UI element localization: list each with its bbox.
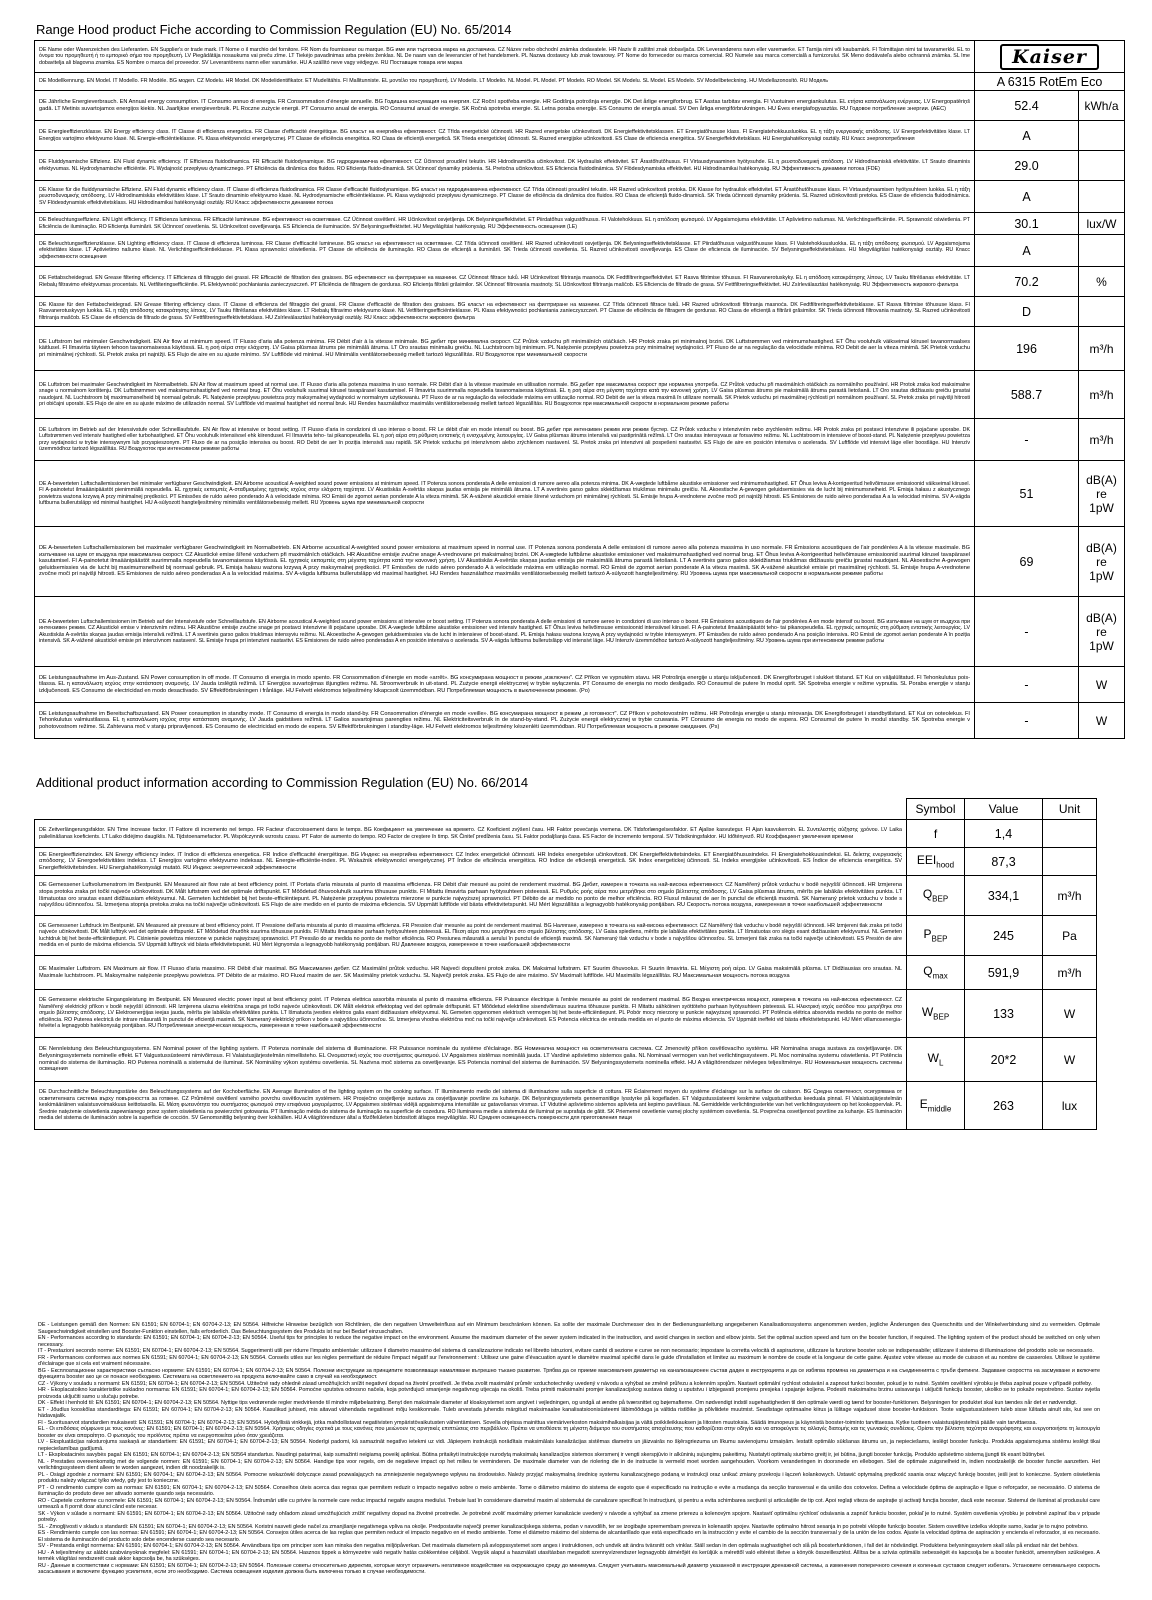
additional-row-symbol bbox=[907, 956, 965, 990]
fiche-row-description: DE Klasse für den Fettabscheidegrad. EN Grease filtering efficiency class. IT Classe di efficienza del filtraggio dei grassi. FR Classe d'efficacité de filtration des graisses. BG класът на ефективност на филтриране на мазнини. CZ Třída účinnosti filtrace tuků. HR Razred učinkovitosti filtriranja masnoća. DK Fedtfiltreringseffektivitetsklasse. ET Rasva filtrimise tõhususe klass. FI Rasvanerotuskyvyn luokka. EL η τάξη απόδοσης κατακράτησης λίπους. LV Tauku filtrēšanas efektivitātes klase. LT Riebalų filtravimo efektyvumo klasė. NL Vetfilteringsefficiëntieklasse. PL Klasa efektywności pochłaniania zanieczyszczeń. PT Classe de eficiência de filtragem de gorduras. RO Clasa de eficiență a filtrării grăsimilor. SK Trieda účinnosti filtrovania mastnoty. SL Razred učinkovitosti filtriranja maščob. ES Clase de eficiencia de filtrado de grasa. SV Fettfiltreringseffektivitetsklass. HU Zsírleválasztási hatékonysági osztály. RU Класс эффективности жирового фильтра bbox=[35, 297, 975, 327]
footnote-paragraph: BG - Експлоатационни характеристики съгласно нормите: EN 61591; EN 60704-1; EN 60704-2-13; EN 50564. Полезни инструкции за принципите позволяващи намаляване вътрешно тъкано развитие. Трябва да се приеме максималния диаметър на канализационен състав даден в инструкцията и да се избягва промяна на диаметъра и на съединенията с тръби фитинги. Задаване скоростта на засмукване и включете функцията booster ако це се понасе необходимо. Системата на осветлението на продукта включвайте само в случай на необходимост. bbox=[38, 1367, 1100, 1380]
additional-row-description: DE Gemessener Luftdruck im Bestpunkt. EN Measured air pressure at best efficiency point. IT Pressione dell'aria misurata al punto di massima efficienza. FR Pression d'air mesurée au point de rendement maximal. BG Налягане, измерено в точката на най-висока ефективност. CZ Naměřený tlak vzduchu v bodě nejvyšší účinnosti. HR Izmjereni tlak zraka pri točki najveće učinkovitosti. DK Målt lufttryk ved det optimale driftspunkt. ET Mõõdetud õhurõhk suurima tõhususe punktis. FI Mitattu ilmanpaine parhaan hyötysuhteen pisteessä. EL Πίεση αέρα που μετρήθηκε στο σημείο βέλτιστης απόδοσης. LV Gaisa spiediens, mērīts pie labākās efektivitātes punkta. LT Išmatuotas oro slėgis esant didžiausiam efektyvumui. NL Gemeten luchtdruk bij het beste-efficiëntiepunt. PL Ciśnienie powietrza mierzone w punkcie najwyższej sprawności. PT Pressão do ar medida no ponto de melhor eficiência. RO Presiunea măsurată a aerului în punctul de eficiență maximă. SK Nameraný tlak vzduchu v bode s najvyššou účinnosťou. SL Izmerjeni tlak zraka na točki največje učinkovitosti. ES Presión de aire medida en el punto de máxima eficiencia. SV Uppmätt lufttryck vid bästa effektivitetspunkt. HU Mért légnyomás a legnagyobb hatékonyság pontjában. RU Давление воздуха, измеренное в точке наибольшей эффективности bbox=[35, 916, 907, 956]
fiche-row-unit: m³/h bbox=[1079, 419, 1125, 461]
footnote-paragraph: CZ - Výkony v souladu s normami: EN 61591; EN 60704-1; EN 60704-2-13; EN 50564. Užitečné rady ohledně zásad umožňujících snížit negativní dopad na životní prostředí. Je třeba zvolit maximální průměr vzduchotechniky uvedený v návodu a vyhýbat se změně průřezu a kolenním spojům. Nastavit optimální rychlost odsávání a zapnout funkci booster, pokud je to nutné. Systém osvětlení výrobku je třeba zapínat pouze v případě potřeby. bbox=[38, 1380, 1093, 1387]
symbol-main: E bbox=[919, 1097, 928, 1112]
fiche-row-description: DE Luftstrom im Betrieb auf der Intensivstufe oder Schnelllaufstufe. EN Air flow at intensive or boost setting. IT Flusso d'aria in condizioni di uso intenso o boost. FR Le débit d'air en mode intensif ou boost. BG дебит при интензивен режим или режим бустер. CZ Průtok vzduchu v intenzivním nebo zrychleném režimu. HR Protok zraka pri postavci intenzivne ili pojačane uporabe. DK Luftstrømmen ved intensiv hastighed eller turbohastighed. ET Õhu vooluhulk intensiivsel ehk kiirendusel. FI Ilmavirta teho- tai pikanopeudella. EL η ροή αέρα στη ρύθμιση εντατικής ή ενισχυμένης λειτουργίας. LV Gaisa plūsmas ātrums intensīvā vai pastiprinātā režīmā. LT Oro srautas intensyvaus ar forsavimo režimu. NL Luchtstroom in intensieve of boost-stand. PL Natężenie przepływu powietrza przy wydajności w trybie intensywnym lub przyspieszonym. PT Fluxo de ar na posição intensiva ou boost. RO Debit de aer în poziția intensivă sau rapidă. SK Prietok vzduchu pri intenzívnom alebo zrýchlenom nastavení. SL Pretok zraka pri intenzivni ali pospešeni nastavitvi. ES Flujo de aire en posición intensiva o acelerada. SV Luftflöde vid intensivt läge eller boostläge. HU Intenzív üzemmódhoz tartozó légszállítás. RU Воздухоток при интенсивном режиме работы bbox=[35, 419, 975, 461]
additional-row-unit: Pa bbox=[1043, 916, 1097, 956]
footnote-paragraph: DE - Leistungen gemäß den Normen: EN 61591; EN 60704-1; EN 60704-2-13; EN 50564. Hilfreiche Hinweise bezüglich von Richtlinien, die den negativen Umwelteinfluss auf ein Minimum beschränken können. Es sollte der maximale Durchmesser des in der Bedienungsanleitung angegebenen Kanalisationssystems angenommen werden, jegliche Änderungen des Querschnitts und der Winkelverbindung sind zu vermeiden. Optimale Saugeschwindigkeit einstellen und Booster-Funktion einstellen, falls erforderlich. Das Beleuchtungssystem des Produkts ist nur bei Bedarf einzuschalten. bbox=[38, 1322, 1100, 1335]
fiche-row-description: DE A-bewerteten Luftschallemissionen im Betrieb auf der Intensivstufe oder Schnelllaufstufe. EN Airborne acoustical A-weighted sound power emissions at intensive or boost setting. IT Potenza sonora ponderata A delle emissioni di rumore aereo in condizioni di uso intenso o boost. FR Émissions acoustiques de l'air pondérées A en mode intensif ou boost. BG излъчване на шум от въздуха при интензивен режим. CZ Akustické emise v intenzivním režimu. HR Akustične emisije zvučne snage pri postavci intenzivne ili pojačane uporabe. DK A-vægtede luftbårne akustiske emissioner ved intensiv hastighed. ET Õhus leviva helivõimsuse emissioonid intensiivsel kiirusel. FI A-painotetut ilmaäänipäästöt teho- tai pikanopeudella. EL ηχητικές εκπομπές στη ρύθμιση εντατικής λειτουργίας. LV Akustiskās A-svērtās skaņas jaudas emisija intensīvā režīmā. LT A svertinės garso galios triukšmas intensyviu režimu. NL Akoestische A-gewogen geluidsemissies via de lucht in intensieve of boost-stand. PL Emisja hałasu ważona krzywą A przy wydajności w trybie intensywnym. PT Emissões de ruído aéreo ponderado A na posição intensiva. RO Emisii de zgomot aerian ponderate A în poziția intensivă. SK A-vážené akustické emisie pri intenzívnom nastavení. SL Emisije hrupa pri intenzivni nastavitvi. ES Emisiones de ruido aéreo ponderadas A en posición intensiva o acelerada. SV A-vägda luftburna bullerutsläpp vid intensivt läge. HU Intenzív üzemmódhoz tartozó A-súlyozott hangteljesítmény. RU Уровень шума при интенсивном режиме работы bbox=[35, 597, 975, 667]
fiche-row-value: 69 bbox=[975, 527, 1079, 597]
additional-row bbox=[35, 1038, 1097, 1082]
additional-row-unit: m³/h bbox=[1043, 876, 1097, 916]
footnote-paragraph: ES - Rendimiento cumple con las normas: EN 61591; EN 60704-1; EN 60704-2-13; EN 50564. Consejos útiles acerca de las reglas que permiten reducir el impacto negativo en el medio ambiente. Tome el diámetro máximo del sistema de alcantarillado que está especificado en la instrucción y evite el cambio de la sección transversal y de la unión de los codos. Ajuste la velocidad óptima de aspiración y encienda el reforzador, si es necesario. El sistema de iluminación del producto solo debe encenderse cuando sea necesario. bbox=[38, 1530, 1100, 1543]
fiche-row-description: DE Modellkennung. EN Model. IT Modello. FR Modèle. BG модел. CZ Modelu. HR Model. DK Modelidentifikator. ET Mudelitähis. FI Mallitunniste. EL μοντέλο του προμηθευτή. LV Modelis. LT Modelio. NL Model. PL Model. PT Modelo. RO Model. SK Modelu. SL Model. ES Modelo. SV Modellbeteckning. HU Modellazonosító. RU Модель bbox=[35, 73, 975, 91]
footnote-paragraph: HR - Ekoplacatoikno karakteristike sukladno normama: EN 61591; EN 60704-1; EN 60704-2-13; EN 50564. Pomoćne uputstva odnosno načela, koja potvrđujući smanjenje negativnog utjecaja na okoliš. Treba primiti maksimalni promjer kanalizacijskog sustava datog u uputstvu i izbjegavati promjenu presjeka i spajanje koljena. Podesiti maksimalnu brzinu usisavanja i uključiti funkciju booster, ukoliko se to pokaže nepotrebno. Sustav svjetla proizvoda uključiti samo u slučaju potrebe. bbox=[38, 1387, 1100, 1400]
value-header: Value bbox=[965, 799, 1043, 820]
fiche-row-value: - bbox=[975, 597, 1079, 667]
additional-row-value: 263 bbox=[965, 1082, 1043, 1130]
fiche-row-value: A bbox=[975, 181, 1079, 213]
fiche-row-value: - bbox=[975, 667, 1079, 703]
fiche-row-unit: m³/h bbox=[1079, 327, 1125, 371]
fiche-row-description: DE Fluiddynamische Effizienz. EN Fluid dynamic efficiency. IT Efficienza fluidodinamica. FR Efficacité fluidodynamique. BG гидродинамична ефективност. CZ Účinnost proudění tekutin. HR Hidrodinamička učinkovitost. DK Hydraulisk effektivitet. ET Ärastõhutõhusus. FI Virtausdynaaminen hyötysuhde. EL η ρευστοδυναμική απόδοση. LV Hidrodinamiskā efektivitāte. LT Srauto dinaminis efektyvumas. NL Hydrodynamische efficiëntie. PL Wydajność przepływu dynamicznego. PT Eficiência da dinâmica dos fluidos. RO Eficiența fluido-dinamică. SK Účinnosť dynamiky prúdenia. SL Pretočna učinkovitost. ES Eficiencia fluidodinámica. SV Flödesdynamiska effektivitet. HU Hidrodinamikai hatékonyság. RU Эффективность динамики потока (FDE) bbox=[35, 151, 975, 181]
fiche-row-value: D bbox=[975, 297, 1079, 327]
footnote-paragraph: SL - Zmogljivosti v skladu s standardi: EN 61591; EN 60704-1; EN 60704-2-13; EN 50564. Koristni nasveti glede načel za zmanjšanje negativnega vpliva na okolje. Predpostavite največji premer kanalizacijskega sistema, podan v navodilih, ter se izogibajte spremembam prereza in kolenastih spojev. Nastavite optimalno hitrost sesanja in po potrebi vklopite funkcijo booster. Sistem osvetlitve izdelka vklopite samo, kadar je to nujno potrebno. bbox=[38, 1523, 1089, 1530]
additional-row-value: 1,4 bbox=[965, 820, 1043, 848]
additional-row-symbol bbox=[907, 1038, 965, 1082]
fiche-row-unit: dB(A) re 1pW bbox=[1079, 597, 1125, 667]
fiche-row-value: A bbox=[975, 121, 1079, 151]
fiche-row bbox=[35, 41, 1125, 73]
footnote-paragraph: FR - Performances conformes aux normes EN 61591; EN 60704-1; EN 60704-2-13; EN 50564. Conseils utiles sur les règles permettant de réduire l'impact négatif sur l'environnement : Utilisez une gaine d'évacuation ayant le diamètre maximal spécifié dans le guide d'installation et limitez au maximum le nombre de coude et la longueur de cette gaine. Ajustez votre vitesse au mode de cuisson et au nombre de casseroles. Utilisez le système d'éclairage que si cela est vraiment nécessaire. bbox=[38, 1354, 1100, 1367]
symbol-subscript: L bbox=[938, 1058, 944, 1068]
fiche-row bbox=[35, 327, 1125, 371]
fiche-row bbox=[35, 267, 1125, 297]
additional-row-description: DE Energieeffizienzindex. EN Energy efficiency index. IT Indice di efficienza energetica. FR Indice d'efficacité énergétique. BG Индекс на енергийна ефективност. CZ Index energetické účinnosti. HR Indeks energetske učinkovitosti. DK Energieffektivitetsindeks. ET Energiatõhususindeks. FI Energiatehokkuusindeksi. EL δείκτης ενεργειακής απόδοσης. LV Energoefektivitātes indekss. LT Energijos vartojimo efektyvumo indeksas. NL Energie-efficiëntie-index. PL Wskaźnik efektywności energetycznej. PT Índice de eficiência energética. RO Indice de eficiență energetică. SK Index energetickej účinnosti. SL Indeks energijske učinkovitosti. ES Índice de eficiencia energética. SV Energieffektivitetsindex. HU Energiahatékonysági mutató. RU Индекс энергетической эффективности bbox=[35, 848, 907, 876]
fiche-row-value: 52.4 bbox=[975, 91, 1079, 121]
fiche-row-description: DE Name oder Warenzeichen des Lieferanten. EN Supplier's or trade mark. IT Nome o il marchio del fornitore. FR Nom du fournisseur ou marque. BG име или търговска марка на доставчика. CZ Název nebo obchodní známka dodavatele. HR Naziv ili zaštitni znak dobavljača. DK Leverandørens navn eller varemærke. ET Tarnija nimi või kaubamärk. FI Toimittajan nimi tai tavaramerkki. EL το όνομα του προμηθευτή ή το εμπορικό σήμα του προμηθευτή. LV Piegādātāja nosaukums vai preču zīme. LT Tiekėjo pavadinimas arba prekės ženklas. NL De naam van de leverancier of het handelsmerk. PL Nazwa dostawcy lub znak towarowy. PT Nome do fornecedor ou marca comercial. RO Numele sau marca comercială a furnizorului. SK Meno dodávateľa alebo ochranná známka. SL Ime dobavitelja ali blagovna znamka. ES Nombre o marca del proveedor. SV Leverantörens namn eller varumärke. HU A szállító neve vagy védjegye. RU Поставщик товара или марка bbox=[35, 41, 975, 73]
footnote-paragraph: IT - Prestazioni secondo norme: EN 61591; EN 60704-1; EN 60704-2-13; EN 50564. Suggerimenti utili per ridurre l'impatto ambientale: utilizzare il diametro massimo del sistema di canalizzazione indicato nel libretto istruzioni, evitare cambi di sezione e curve se non necessario; impostare la corretta velocità di aspirazione, utilizzare la funzione booster solo se indispensabile; utilizzare il sistema di illuminazione del prodotto solo se necessario. bbox=[38, 1348, 1094, 1354]
brand-name: Kaiser bbox=[1000, 44, 1099, 70]
footnote-paragraph: FI - Suoritusarvot standardien mukaisesti: EN 61591; EN 60704-1; EN 60704-2-13; EN 50564. Hyödyllisiä vinkkejä, jotka mahdollistavat negatiivisten ympäristövaikutusten vähentämisen. Sovella ohjeissa mainittua viemäriverkoston maksimihalkaisijaa ja vältä poikkileikkauksen ja liitosten muutoksia. Säädä imunopeus ja käynnistä booster-toiminto tarvittaessa. Kytke tuotteen valaistusjärjestelmä päälle vain tarvittaessa. bbox=[38, 1419, 1037, 1426]
fiche-row-value: 29.0 bbox=[975, 151, 1079, 181]
fiche-row bbox=[35, 703, 1125, 739]
fiche-row bbox=[35, 597, 1125, 667]
fiche-row-unit: dB(A) re 1pW bbox=[1079, 461, 1125, 527]
additional-row-description: DE Zeitverlängerungsfaktor. EN Time increase factor. IT Fattore di incremento nel tempo. FR Facteur d'accroissement dans le temps. BG Коефициент на увеличение на времето. CZ Koeficient zvýšení času. HR Faktor povećanja vremena. DK Tidsforlængelsesfaktor. ET Ajalise kasvutegur. FI Ajan kasvukerroin. EL Συντελεστής αύξησης χρόνου. LV Laika palielināšanas koeficients. LT Laiko didėjimo daugiklis. NL Tijdstoenamefactor. PL Współczynnik wzrostu czasu. PT Fator de aumento do tempo. RO Factor de creștere în timp. SK Činiteľ predĺženia času. SL Faktor podaljšanja časa. ES Factor de incremento temporal. SV Tidsökningsfaktor. HU Időtényező. RU Коэффициент увеличения времени bbox=[35, 820, 907, 848]
symbol-subscript: max bbox=[932, 971, 948, 981]
fiche-row-value: 30.1 bbox=[975, 213, 1079, 235]
additional-row-value: 245 bbox=[965, 916, 1043, 956]
footnote-paragraph: RO - Capetele conforme cu normele: EN 61591; EN 60704-1; EN 60704-2-13; EN 50564. Îndrumări utile cu privire la normele care reduc impactul negativ asupra mediului. Trebuie luat în considerare diametrul maxim al sistemului de canalizare specificat în instrucțiuni, și pentru a evita schimbarea secțiunii și articulațiile de tip cot. Apoi reglați viteza de aspirație și activați funcția booster, dacă este necesar. Sistemul de iluminat al produsului care urmează a fi pornit doar atunci când este necesar. bbox=[38, 1497, 1100, 1510]
fiche-row-value: 70.2 bbox=[975, 267, 1079, 297]
fiche-row-description: DE Jährliche Energieverbrauch. EN Annual energy consumption. IT Consumo annuo di energia. FR Consommation d'énergie annuelle. BG Годишна консумация на енергия. CZ Roční spotřeba energie. HR Godišnja potrošnja energije. DK Det årlige energiforbrug. ET Aastas tarbitav energia. FI Vuotuinen energiankulutus. EL ετήσια κατανάλωση ενέργειας. LV Energopatēriņš gadā. LT Metinis suvartojamos energijos kiekis. NL Jaarlijkse energieverbruik. PL Roczne zużycie energii. PT Consumo anual de energia. RO Consumul anual de energie. SK Ročná spotreba energie. SL Letna poraba energije. ES Consumo de energía anual. SV Den årliga energiförbrukningen. HU Éves energiafogyasztás. RU Годовое потребление энергии. (AEC) bbox=[35, 91, 975, 121]
symbol-main: EEI bbox=[916, 853, 937, 868]
additional-row-symbol bbox=[907, 916, 965, 956]
fiche-row-description: DE A-bewerteten Luftschallemissionen bei maximaler verfügbarer Geschwindigkeit im Normalbetrieb. EN Airborne acoustical A-weighted sound power emissions at maximum speed in normal use. IT Potenza sonora ponderata A delle emissioni di rumore aereo alla potenza massima in uso normale. FR Émissions acoustiques de l'air pondérées A à la vitesse maximale. BG излъчване на шум от въздуха при максимална скорост. CZ Akustické emise šířené vzduchem při maximálních otáčkách. HR Akustične emisije zvučne snage A-vrednovane pri maksimalnoj brzini. DK A-vægtede luftbårne akustiske emissioner ved maksimumshastighed ved normal brug. ET Õhus leviva A-korrigeeritud helivõimsuse emissioonid suurimal kiirusel tavapärasel kasutamisel. FI A-painotetut ilmaäänipäästöt suurimmalla nopeudella tavanomaisessa käytössä. EL ηχητικές εκπομπές στη μέγιστη ταχύτητα κατά την κανονική χρήση. LV Akustiskās A-svērtās skaņas jaudas emisija pie maksimālā ātruma parastā lietošanā. LT A svertinės garso galios skleidžiamas triukšmas didžiausiu greičiu įprastai naudojant. NL Akoestische A-gewogen geluidsemissies via de lucht bij maximumsnelheid bij normaal gebruik. PL Emisja hałasu ważona krzywą A przy maksymalnej prędkości. PT Emissões de ruído aéreo ponderado A à velocidade máxima em utilização normal. RO Emisii de zgomot aerian ponderate A la viteza maximă. SK A-vážené akustické emisie pri maximálnej rýchlosti. SL Emisije hrupa A-vrednotene zvočne moči pri najvišji hitrosti. ES Emisiones de ruido aéreo ponderadas A a la velocidad máxima. SV A-vägda luftburna bullerutsläpp vid maximal hastighet. HU Rendes használathoz maximális ventilátorsebesség mellett tartozó A-súlyozott hangteljesítmény. RU Уровень шума при максимальной скорости в нормальном режиме работы bbox=[35, 527, 975, 597]
additional-header-row bbox=[35, 799, 1097, 820]
fiche-row bbox=[35, 213, 1125, 235]
additional-row bbox=[35, 876, 1097, 916]
fiche-title: Range Hood product Fiche according to Commission Regulation (EU) No. 65/2014 bbox=[36, 22, 512, 37]
fiche-row bbox=[35, 527, 1125, 597]
footnote-paragraph: SV - Prestanda enligt normerna: EN 61591; EN 60704-1; EN 60704-2-13; EN 50564. Användbara tips om principer som kan minska den negativa miljöpåverkan. Det maximala diametern på avloppssystemet som anges i instruktionen, och undvik att ändra tvärsnitt och vinklar. Ställ sedan in den optimala sughastighet och slå på boosterfunktionen, i fall det är nödvändigt. Produktens belysningssystem skall slås på endast när det behövs. bbox=[38, 1543, 1079, 1549]
fiche-row-value: 51 bbox=[975, 461, 1079, 527]
fiche-row-value: A bbox=[975, 235, 1079, 267]
additional-row-unit bbox=[1043, 820, 1097, 848]
additional-row-unit: lux bbox=[1043, 1082, 1097, 1130]
fiche-row bbox=[35, 73, 1125, 91]
fiche-row-unit: dB(A) re 1pW bbox=[1079, 527, 1125, 597]
fiche-row-value: - bbox=[975, 419, 1079, 461]
fiche-row bbox=[35, 235, 1125, 267]
additional-row-unit: m³/h bbox=[1043, 956, 1097, 990]
additional-row-description: DE Maximaler Luftstrom. EN Maximum air flow. IT Flusso d'aria massimo. FR Débit d'air maximal. BG Максимален дебит. CZ Maximální průtok vzduchu. HR Najveći dopušteni protok zraka. DK Maksimal luftstrøm. ET Suurim õhuvoolus. FI Suurin ilmavirta. EL Μέγιστη ροή αέρα. LV Gaisa maksimālā plūsma. LT Didžiausias oro srautas. NL Maximale luchtstroom. PL Maksymalne natężenie przepływu powietrza. PT Débito de ar máximo. RO Fluxul maxim de aer. SK Maximálny prietok vzduchu. SL Največji pretok zraka. ES Flujo de aire máximo. SV Maximalt luftflöde. HU Maximális légszállítás. RU Максимальная мощность потока воздуха bbox=[35, 956, 907, 990]
footnote-paragraph: ET - Jõudlus kooskõlas standarditega: EN 61591; EN 60704-1; EN 60704-2-13; EN 50564. Kasulikud juhised, mis aitavad vähendada negatiivset mõju keskkonnale. Tuleb arvestada juhendis märgitud maksimaalse kanalisatsioonisüsteemi läbimõõduga ja vältida ristlõike ja põlvliidete muutmist. Seadistage optimaalne kiirus ja lülitage vajadusel sisse booster-funktsioon. Toote valgustussüsteem tuleb sisse lülitada ainult siis, kui see on hädavajalik. bbox=[38, 1406, 1100, 1419]
footnote-paragraph: EN - Performances according to standards: EN 61591; EN 60704-1; EN 60704-2-13; EN 50564. Useful tips for principles to reduce the negative impact on the environment. Assume the maximum diameter of the sewer system indicated in the instruction, and avoid changes in section and elbow joints. Set the optimal suction speed and turn on the booster function, if required. The lighting system of the product should be switched on only when necessary. bbox=[38, 1335, 1100, 1348]
footnote-paragraph: EL - Οι επιδόσεις σύμφωνα με τους κανόνες: EN 61591; EN 60704-1; EN 60704-2-13; EN 50564. Χρήσιμες οδηγίες σχετικά με τους κανόνες που μειώνουν τις αρνητικές επιπτώσεις στο περιβάλλον. Πρέπει να υποθέσετε τη μέγιστη διάμετρο του συστήματος αποχέτευσης που καθορίζεται στην οδηγία και να αποφεύγετε τις αλλαγές διατομής και τις γωνιακές συνδέσεις. Ορίστε την βέλτιστη ταχύτητα αναρρόφησης και ενεργοποιήστε τη λειτουργία booster αν είναι απαραίτητο. Ο φωτισμός του προϊόντος πρέπει να ενεργοποιείται μόνο όταν χρειάζεται. bbox=[38, 1426, 1100, 1439]
fiche-row bbox=[35, 297, 1125, 327]
symbol-main: P bbox=[923, 927, 932, 942]
fiche-row-unit bbox=[1079, 121, 1125, 151]
additional-row-value: 591,9 bbox=[965, 956, 1043, 990]
fiche-row-description: DE Leistungsaufnahme im Aus-Zustand. EN Power consumption in off mode. IT Consumo di energia in modo spento. FR Consommation d'énergie en mode «arrêt». BG консумирана мощност в режим „изключен". CZ Příkon ve vypnutém stavu. HR Potrošnja energije u stanju isključenosti. DK Energiforbruget i slukket tilstand. ET Kui on väljalülitatud. FI Tehonkulutus pois-tilassa. EL η κατανάλωση ισχύος στην κατάσταση αναμονής. LV Jauda izslēgtā režīmā. LT Energijos suvartojimas išjungties režimu. NL Stroomverbruik in uit-stand. PL Zużycie energii elektrycznej w trybie wyłączenia. PT Consumo de energia no modo desligado. RO Consumul de putere în modul oprit. SK Spotreba energie v režime vypnutia. SL Poraba energije v stanju izključenosti. ES Consumo de electricidad en modo desactivado. SV Effektförbrukningen i frånläge. HU Felvett elektromos teljesítmény kikapcsolt üzemmódban. RU Потребляемая мощность в выключенном режиме. (Po) bbox=[35, 667, 975, 703]
symbol-header: Symbol bbox=[907, 799, 965, 820]
additional-row-value: 87,3 bbox=[965, 848, 1043, 876]
additional-row bbox=[35, 1082, 1097, 1130]
additional-table bbox=[34, 798, 1097, 1130]
fiche-table bbox=[34, 40, 1125, 739]
additional-title: Additional product information according to Commission Regulation (EU) No. 66/2014 bbox=[36, 775, 529, 790]
symbol-subscript: BEP bbox=[932, 894, 949, 904]
symbol-main: Q bbox=[923, 964, 933, 979]
fiche-row bbox=[35, 121, 1125, 151]
fiche-row-unit: m³/h bbox=[1079, 371, 1125, 419]
additional-row-symbol bbox=[907, 876, 965, 916]
additional-row bbox=[35, 916, 1097, 956]
fiche-row-unit bbox=[1079, 151, 1125, 181]
additional-row bbox=[35, 820, 1097, 848]
symbol-subscript: BEP bbox=[933, 1012, 950, 1022]
additional-row bbox=[35, 990, 1097, 1038]
fiche-row-description: DE Klasse für die fluiddynamische Effizienz. EN Fluid dynamic efficiency class. IT Classe di efficienza fluidodinamica. FR Classe d'efficacité fluidodynamique. BG класът на гидродинамична ефективност. CZ Třída účinnosti proudění tekutin. HR Razred učinkovitosti protoka. DK Klasse for hydraulisk effektivitet. ET Ärastõhutõhususe klass. FI Virtausdynaamisen hyötysuhteen luokka. EL η τάξη ρευστοδυναμικής απόδοσης. LV Hidrodinamiskās efektivitātes klase. LT Srauto dinaminio efektyvumo klasė. NL Hydrodynamische efficiëntieklasse. PL Klasa wydajności przepływu dynamicznego. PT Classe de eficiência da dinâmica dos fluidos. RO Clasa de eficiență fluido-dinamică. SK Trieda účinnosti dynamiky prúdenia. SL Razred učinkovitosti pretoka. ES Clase de eficiencia fluidodinámica. SV Flödesdynamisk effektivitetsklass. HU Hidrodinamikai hatékonysági osztály. RU Класс эффективности динамики потока bbox=[35, 181, 975, 213]
unit-header: Unit bbox=[1043, 799, 1097, 820]
additional-row bbox=[35, 956, 1097, 990]
symbol-main: W bbox=[921, 1005, 934, 1020]
fiche-row-description: DE Energieeffizienzklasse. EN Energy efficiency class. IT Classe di efficienza energetica. FR Classe d'efficacité énergétique. BG класът на енергийна ефективност. CZ Třída energetické účinnosti. HR Razred energetske učinkovitosti. DK Energieffektivitetsklassen. ET Energiatõhususe klass. FI Energiatehokkuusluokka. EL η τάξη ενεργειακής απόδοσης. LV Energoefektivitātes klase. LT Energijos vartojimo efektyvumo klasė. NL Energie-efficiëntieklasse. PL Klasa efektywności energetycznej. PT Classe de eficiência energética. RO Clasa de eficiență energetică. SK Trieda energetickej účinnosti. SL Razred energijske učinkovitosti. ES Clase de eficiencia energética. SV Energieffektivitetsklass. HU Energiahatékonysági osztály. RU Класс энергопотребления bbox=[35, 121, 975, 151]
footnote-paragraph: LV - Ekspluatācijas raksturojums saskaņā ar standartiem: EN 61591; EN 60704-1; EN 60704-2-13; EN 50564. Noderīgi padomi, kā samazināt negatīvo ietekmi uz vidi. Jāpieņem instrukcijā norādītais maksimālais kanalizācijas sistēmas diametrs un jāizvairās no šķērsgriezuma un līkumu savienojumu izmaiņām. Iestatīt optimālo sūkšanas ātrumu un, ja nepieciešams, ieslēgt booster funkciju. Produkta apgaismojuma sistēmu ieslēgt tikai nepieciešamības gadījumā. bbox=[38, 1439, 1100, 1452]
fiche-row-description: DE Fettabscheidegrad. EN Grease filtering efficiency. IT Efficienza di filtraggio dei grassi. FR Efficacité de filtration des graisses. BG ефективност на филтриране на мазнини. CZ Účinnost filtrace tuků. HR Učinkovitost filtriranja masnoća. DK Fedtfiltreringseffektivitet. ET Rasva filtrimise tõhusus. FI Rasvanerotuskyky. EL η απόδοση κατακράτησης λίπους. LV Tauku filtrēšanas efektivitāte. LT Riebalų filtravimo efektyvumas procentais. NL Vetfilteringsefficiëntie. PL Efektywność pochłaniania zanieczyszczeń. PT Eficiência de filtragem de gorduras. RO Eficiența filtrării grăsimilor. SK Účinnosť filtrovania mastnoty. SL Učinkovitost filtriranja maščob. ES Eficiencia de filtrado de grasa. SV Fettfiltreringseffektivitet. HU Zsírleválasztási hatékonyság. RU Эффективность жирового фильтра bbox=[35, 267, 975, 297]
additional-row-value: 20*2 bbox=[965, 1038, 1043, 1082]
fiche-row bbox=[35, 151, 1125, 181]
additional-row-value: 334,1 bbox=[965, 876, 1043, 916]
additional-row-description: DE Gemessener Luftvolumenstrom im Bestpunkt. EN Measured air flow rate at best efficiency point. IT Portata d'aria misurata al punto di massima efficienza. FR Débit d'air mesuré au point de rendement maximal. BG Дебит, измерен в точката на най-висока ефективност. CZ Naměřený průtok vzduchu v bodě nejvyšší účinnosti. HR Izmjerena stopa protoka zraka pri točki najveće učinkovitosti. DK Målt luftstrøm ved det optimale driftspunkt. ET Mõõdetud õhuvooluhulk suurima tõhususe punktis. FI Mitattu ilmavirta parhaan hyötysuhteen pisteessä. EL Ρυθμός ροής αέρα που μετρήθηκε στο σημείο βέλτιστης απόδοσης. LV Gaisa plūsmas ātrums, mērīts pie labākās efektivitātes punkta. LT Išmatuotas oro srautas esant didžiausiam efektyvumui. NL Gemeten luchtdebiet bij het beste-efficiëntiepunt. PL Natężenie przepływu powietrza mierzone w punkcie najwyższej sprawności. PT Débito de ar medido no ponto de melhor eficiência. RO Fluxul măsurat de aer în punctul de eficiență maximă. SK Nameraný prietok vzduchu v bode s najvyššou účinnosťou. SL Izmerjena stopnja pretoka zraka na točki največje učinkovitosti. ES Flujo de aire medido en el punto de máxima eficiencia. SV Uppmätt luftflöde vid bästa effektivitetspunkt. HU Mért légszállítás a legnagyobb hatékonyság pontjában. RU Скорость потока воздуха, измеренная в точке наибольшей эффективности bbox=[35, 876, 907, 916]
fiche-row-description: DE Leistungsaufnahme im Bereitschaftszustand. EN Power consumption in standby mode. IT Consumo di energia in modo stand-by. FR Consommation d'énergie en mode «veille». BG консумирана мощност в режим „в готовност". CZ Příkon v pohotovostním režimu. HR Potrošnja energije u stanju mirovanja. DK Energiforbruget i standbytilstand. ET Kui on ooteolekus. FI Tehonkulutus valmiustilassa. EL η κατανάλωση ισχύος στην κατάσταση αναμονής. LV Jauda gaidstāves režīmā. LT Galios suvartojimas parengties režimu. NL Elektriciteitsverbruik in de stand-by-stand. PL Zużycie energii elektrycznej w trybie czuwania. PT Consumo de energia no modo de espera. RO Consumul de putere în modul standby. SK Spotreba energie v pohotovostnom režime. SL Zahtevana moč v stanju pripravljenosti. ES Consumo de electricidad en modo de espera. SV Effektförbrukningen i standby-läge. HU Felvett elektromos teljesítmény készenléti üzemmódban. RU Потребляемая мощность в режиме ожидания. (Ps) bbox=[35, 703, 975, 739]
footnote-paragraph: LT - Eksploatacinės savybės pagal: EN 61591; EN 60704-1; EN 60704-2-13; EN 50564 standartus. Naudingi patarimai, kaip sumažinti neigiamą poveikį aplinkai. Būtina pritaikyti instrukcijoje nurodytą maksimalų kanalizacijos sistemos skersmenį ir vengti skerspjūvio ir alkūninių sujungimų pakeitimų. Nustatyti optimalų siurbimo greitį ir, jei būtina, įjungti booster funkciją. Produkto apšvietimo sistemą įjungti tik esant būtinybei. bbox=[38, 1452, 1046, 1458]
symbol-main: W bbox=[927, 1051, 939, 1066]
fiche-row-value: 196 bbox=[975, 327, 1079, 371]
additional-row-symbol bbox=[907, 1082, 965, 1130]
additional-row-unit: W bbox=[1043, 1038, 1097, 1082]
footnote-paragraph: PL - Osiągi zgodnie z normami: EN 61591; EN 60704-1; EN 60704-2-13; EN 50564. Pomocne wskazówki dotyczące zasad pozwalających na zmniejszenie negatywnego wpływu na środowisko. Należy przyjąć maksymalną średnicę systemu kanalizacyjnego podaną w instrukcji oraz unikać zmiany przekroju i łączeń kolankowych. Ustawić optymalną prędkość ssania oraz włączyć funkcję booster, jeśli jest to konieczne. System oświetlenia produktu należy włączać tylko wtedy, gdy jest to konieczne. bbox=[38, 1471, 1100, 1484]
footnote-paragraph: DK - Effekt i henhold til: EN 61591; EN 60704-1; EN 60704-2-13; EN 50564. Nyttige tips vedrørende regler medvirkende til mindre miljøbelastning. Benyt den maksimale diameter af kloaksystemet som angivet i vejledningen, og undgå at ændre på tværsnittet og bøjemafterne. Om nødvendigt indstil sugehastigheden til den optimale værdi og tænd for booster-funktionen. Belysningen for produktet skal kun tændes når det er nødvendigt. bbox=[38, 1400, 1078, 1406]
additional-row bbox=[35, 848, 1097, 876]
additional-row-description: DE Gemessene elektrische Eingangsleistung im Bestpunkt. EN Measured electric power input at best efficiency point. IT Potenza elettrica assorbita misurata al punto di massima efficienza. FR Puissance électrique à l'entrée mesurée au point de rendement maximal. BG Входна електрическа мощност, измерена в точката на най-висока ефективност. CZ Naměřený elektrický příkon v bodě nejvyšší účinnosti. HR Izmjerena ulazna električna snaga pri točki najveće učinkovitosti. DK Målt elektrisk effektoptag ved det optimale driftspunkt. ET Mõõdetud elektriline sisendvõimsus suurima tõhususe punktis. FI Mitattu sähköinen syöttöteho parhaan hyötysuhteen pisteessä. EL Ηλεκτρική ισχύς εισόδου που μετρήθηκε στο σημείο βέλτιστης απόδοσης. LV Elektroenerģijas ieejas jauda, mērīta pie labākās efektivitātes punkta. LT Išmatuota įvesties elektros galia esant didžiausiam efektyvumui. NL Gemeten opgenomen elektrisch vermogen bij het beste-efficiëntiepunt. PL Pobór mocy mierzony w punkcie najwyższej sprawności. PT Potência elétrica absorvida medida no ponto de melhor eficiência. RO Puterea electrică de intrare măsurată în punctul de eficiență maximă. SK Nameraný elektrický príkon v bode s najvyššou účinnosťou. SL Izmerjena vhodna električna moč na točki največje učinkovitosti. ES Potencia eléctrica de entrada medida en el punto de máxima eficiencia. SV Uppmätt ineffekt vid bästa effektivitetspunkt. HU Mért villamosenergia-felvétel a legnagyobb hatékonyság pontjában. RU Потребляемая электрическая мощность, измеренная в точке наибольшей эффективности bbox=[35, 990, 907, 1038]
fiche-row-description: DE A-bewerteten Luftschallemissionen bei minimaler verfügbarer Geschwindigkeit. EN Airborne acoustical A-weighted sound power emissions at minimum speed. IT Potenza sonora ponderata A delle emissioni di rumore aereo alla potenza minima. DK A-vægtede luftbårne akustiske emissioner ved minimumshastighed. ET Õhus leviva A-korrigeeritud helivõimsuse emissioonid väikseimal kiirusel. FI A-painotetut ilmaäänipäästöt pienimmällä nopeudella. EL ηχητικές εκπομπές Α-σταθμισμένης ηχητικής ισχύος στην ελάχιστη ταχύτητα. LV Akustiskās A-svērtās skaņas jaudas emisija pie minimālā ātruma. LT A svertinės garso galios skleidžiamas triukšmas minimaliu greičiu. NL Akoestische A-gewogen geluidsemissies via de lucht bij minimumsnelheid. PL Emisja hałasu z akustycznego powietrza ważona krzywą A przy minimalnej prędkości. PT Emissões de ruído aéreo ponderado A à velocidade mínima. RO Emisii de zgomot aerian ponderate A la viteza minimă. SK A-vážené akustické emisie šírené vzduchom pri minimálnej rýchlosti. SL Emisije hrupa A-vrednotene zvočne moči pri najnižji hitrosti. ES Emisiones de ruido aéreo ponderadas A a la velocidad mínima. SV A-vägda luftburna bullerutsläpp vid minimal hastighet. HU A-súlyozott hangteljesítmény minimális ventilátorsebesség mellett. RU Уровень шума при минимальной скорости bbox=[35, 461, 975, 527]
fiche-row-value: 588.7 bbox=[975, 371, 1079, 419]
fiche-row-unit: kWh/a bbox=[1079, 91, 1125, 121]
fiche-row-unit: W bbox=[1079, 703, 1125, 739]
fiche-row bbox=[35, 419, 1125, 461]
fiche-row-value: - bbox=[975, 703, 1079, 739]
symbol-main: f bbox=[933, 826, 938, 841]
footnote-paragraph: SK - Výkon v súlade s normami: EN 61591; EN 60704-1; EN 60704-2-13; EN 50564. Užitočné rady ohľadom zásad umožňujúcich znížiť negatívny dopad na životné prostredie. Je potrebné zvoliť maximálny priemer kanalizácie uvedený v návode a vyhýbať sa zmene prierezu a kolenovým spojom. Nastaviť optimálnu rýchlosť odsávania a zapnúť funkciu booster, pokiaľ je to nutné. Systém osvetlenia výrobku je potrebné zapínať iba v prípade potreby. bbox=[38, 1510, 1100, 1523]
fiche-row-unit: lux/W bbox=[1079, 213, 1125, 235]
fiche-row-unit: % bbox=[1079, 267, 1125, 297]
fiche-row bbox=[35, 371, 1125, 419]
fiche-row bbox=[35, 461, 1125, 527]
additional-row-unit: W bbox=[1043, 990, 1097, 1038]
fiche-row-unit bbox=[1079, 297, 1125, 327]
additional-row-symbol bbox=[907, 848, 965, 876]
fiche-row-description: DE Beleuchtungseffizienz. EN Light efficiency. IT Efficienza luminosa. FR Efficacité lumineuse. BG ефективност на осветяване. CZ Účinnost osvětlení. HR Učinkovitost osvjetljenja. DK Belysningseffektivitet. ET Piirdatõhus valgustõhusus. FI Valotehokkuus. EL η απόδοση φωτισμού. LV Apgaismojuma efektivitāte. LT Apšvietimo našumas. NL Verlichtingsefficiëntie. PL Sprawność oświetlenia. PT Eficiência de iluminação. RO Eficiența iluminării. SK Účinnosť osvetlenia. SL Učinkovitost osvetljevanja. ES Eficiencia de iluminación. SV Belysningseffektivitet. HU Megvilágítási hatékonyság. RU Эффективность освещения (LE) bbox=[35, 213, 975, 235]
fiche-row-description: DE Luftstrom bei minimaler Geschwindigkeit. EN Air flow at minimum speed. IT Flusso d'aria alla potenza minima. FR Débit d'air à la vitesse minimale. BG дебит при минимална скорост. CZ Průtok vzduchu při minimálních otáčkách. HR Protok zraka pri minimalnoj brzini. DK Luftstrømmen ved minimumshastighed. ET Õhu vooluhulk väikseimal kiirusel tavanormaalses käitlusel. FI Ilmavirta täyteen tehoon tavanomaisessa käytössä. EL η ροή αέρα στην ελάχιστη. LV Gaisa plūsmas ātrums pie minimālā ātruma. LT Oro srautas minimaliu greičiu. NL Luchtstroom bij minimum. PL Natężenie przepływu powietrza przy minimalnej wydajności. PT Fluxo de ar na regulação da velocidade mínima. RO Debit de aer la viteza minimă. SK Prietok vzduchu pri minimálnej rýchlosti. SL Pretok zraka pri najnižji. ES Flujo de aire en su ajuste mínimo. SV Luftflöde vid minimal. HU Minimális ventilátorsebesség mellett tartozó légszállítás. RU Воздухоток при минимальной скорости bbox=[35, 327, 975, 371]
footnote-paragraph: HU - A teljesítmény az alábbi szabványoknak megfelel: EN 61591; EN 60704-1; EN 60704-2-13; EN 50564. Hasznos tippek a környezetre való negatív hatás csökkentése céljából. Vegyük alapul a használati utasításban megadott szennyvízrendszer legnagyobb átmérőjét és kerüljük a mérettől való eltérést illetve a könyök összeillesztést. Állítsa be a szívás optimális sebességét és kapcsolja be a booster funkciót, amennyiben szükséges. A termék világítási rendszerét csak akkor kapcsolja be, ha szükséges. bbox=[38, 1549, 1100, 1562]
additional-row-symbol bbox=[907, 820, 965, 848]
additional-row-description: DE Nennleistung des Beleuchtungssystems. EN Nominal power of the lighting system. IT Potenza nominale del sistema di illuminazione. FR Puissance nominale du système d'éclairage. BG Номинална мощност на осветителната система. CZ Jmenovitý příkon osvětlovacího systému. HR Nominalna snaga sustava za osvjetljavanje. DK Belysningssystemets nominelle effekt. ET Valgustussüsteemi nimivõimsus. FI Valaistusjärjestelmän nimellisteho. EL Ονομαστική ισχύς του συστήματος φωτισμού. LV Apgaismes sistēmas nominālā jauda. LT Vardinė apšvietimo sistemos galia. NL Nominaal vermogen van het verlichtingssysteem. PL Moc nominalna systemu oświetlenia. PT Potência nominal do sistema de iluminação. RO Puterea nominală a sistemului de iluminat. SK Nominálny výkon systému osvetlenia. SL Nazivna moč sistema za osvetljevanje. ES Potencia nominal del sistema de iluminación. SV Belysningssystemets nominella effekt. HU A világítórendszer névleges teljesítménye. RU Номинальная мощность системы освещения bbox=[35, 1038, 907, 1082]
symbol-main: Q bbox=[922, 887, 933, 902]
footnotes bbox=[38, 1322, 1100, 1576]
fiche-row-unit bbox=[1079, 235, 1125, 267]
fiche-row bbox=[35, 667, 1125, 703]
fiche-row bbox=[35, 91, 1125, 121]
brand-logo bbox=[975, 41, 1125, 73]
footnote-paragraph: NL - Prestaties overeenkomstig met de volgende normen: EN 61591; EN 60704-1; EN 60704-2-13; EN 50564. Handige tips voor regels, om de negatieve impact op het milieu te verminderen. De maximale diameter van de riolering die in de instructie is vermeld moet worden aangehouden. Voorkom veranderingen in doorsnede en ellebogen. Stel de optimale zuigsnelheid in, indien noodzakelijk de booster functie aanzetten. Het verlichtingssysteem dient alleen te worden aangezet, indien dit noodzakelijk is. bbox=[38, 1458, 1100, 1471]
fiche-row bbox=[35, 181, 1125, 213]
additional-row-description: DE Durchschnittliche Beleuchtungsstärke des Beleuchtungssystems auf der Kochoberfläche. EN Average illumination of the lighting system on the cooking surface. IT Illuminamento medio del sistema di illuminazione sulla superficie di cottura. FR Éclairement moyen du système d'éclairage sur la surface de cuisson. BG Средна осветеност, осигурявана от осветителната система върху повърхността за готвене. CZ Průměrné osvětlení varného povrchu osvětlovacím systémem. HR Prosječno osvjetljenje sustava za osvjetljavanje površine za kuhanje. DK Belysningssystemets gennemsnitlige lysstyrke på kogefladen. ET Valgustussüsteemi keskmine valgustustihedus keeduala pinnal. FI Valaistusjärjestelmän keskimääräinen valaistusvoimakkuus keittotasolla. EL Μέση φωτεινότητα του συστήματος φωτισμού στην επιφάνεια μαγειρέματος. LV Apgaismes sistēmas vidējā apgaismojuma intensitāte uz gatavošanas virsmas. LT Vidutinė apšvietimo sistemos apšvieta ant kepimo paviršiaus. NL Gemiddelde verlichtingssterkte van het verlichtingssysteem op het kookoppervlak. PL Średnie natężenie oświetlenia zapewnianego przez system oświetlenia na powierzchni gotowania. PT Iluminação média do sistema de iluminação na superfície de cozedura. RO Iluminarea medie a sistemului de iluminat pe suprafața de gătit. SK Priemerné osvetlenie varnej plochy systémom osvetlenia. SL Povprečna osvetljenost površine za kuhanje. ES Iluminación media del sistema de iluminación sobre la superficie de cocción. SV Genomsnittlig belysning över kokhällen. HU A világítórendszer által a főzőfelületen biztosított átlagos megvilágítás. RU Средняя освещенность поверхности для приготовления пищи bbox=[35, 1082, 907, 1130]
footnote-paragraph: RU - Данные в соответствии с нормами: EN 61591; EN 60704-1; EN 60704-2-13; EN 50564. Полезные советы относительно директив, которые могут ограничить негативное воздействие на окружающую среду до минимума. Следует учитывать максимальный диаметр указанной в инструкции дренажной системы, а изменения поперечного сечения и коленных суставов следует избегать. Установите оптимальную скорость засасывания и включите функцию усилителя, если это необходимо. Система освещения изделия должна быть включена только в случае необходимости. bbox=[38, 1562, 1100, 1575]
additional-row-value: 133 bbox=[965, 990, 1043, 1038]
fiche-row-description: DE Luftstrom bei maximaler Geschwindigkeit im Normalbetrieb. EN Air flow at maximum speed at normal use. IT Flusso d'aria alla potenza massima in uso normale. FR Débit d'air à la vitesse maximale en utilisation normale. BG дебит при максимална скорост при нормална употреба. CZ Průtok vzduchu při maximálních otáčkách za normálního používání. HR Protok zraka kod maksimalne snage u normalnom korištenju. DK Luftstrømmen ved maksimumshastighed ved normal brug. ET Õhu vooluhulk suurimal kiirusel tavapärasel kasutamisel. FI Ilmavirta suurimmalla nopeudella tavanomaisessa käytössä. EL η ροή αέρα στη μέγιστη ταχύτητα κατά την κανονική χρήση. LV Gaisa plūsmas ātrums pie maksimālā ātruma parastā lietošanā. LT Oro srautas didžiausiu greičiu įprastai naudojant. NL Luchtstroom bij maximumsnelheid bij normaal gebruik. PL Natężenie przepływu powietrza przy maksymalnej wydajności w normalnym użytkowaniu. PT Fluxo de ar na regulação da velocidade máxima em utilização normal. RO Debit de aer la viteza maximă în utilizare normală. SK Prietok vzduchu pri maximálnej rýchlosti pri normálnom používaní. SL Pretok zraka pri najvišji hitrosti pri običajni uporabi. ES Flujo de aire en su ajuste máximo de utilización normal. SV Luftflöde vid maximal hastighet vid normal bruk. HU Rendes használathoz maximális ventilátorsebesség mellett tartozó légszállítás. RU Воздухоток при максимальной скорости в нормальном режиме работы bbox=[35, 371, 975, 419]
symbol-subscript: BEP bbox=[931, 934, 948, 944]
symbol-subscript: middle bbox=[927, 1104, 952, 1114]
additional-row-unit bbox=[1043, 848, 1097, 876]
model-name: A 6315 RotEm Eco bbox=[975, 73, 1125, 91]
fiche-row-description: DE Beleuchtungseffizienzklasse. EN Lighting efficiency class. IT Classe di efficienza luminosa. FR Classe d'efficacité lumineuse. BG класът на ефективност на осветяване. CZ Třída účinnosti osvětlení. HR Razred učinkovitosti osvjetljenja. DK Belysningseffektivitetsklasse. ET Piirdatõhusus valgustõhususe klass. FI Valotehokkuusluokka. EL η τάξη απόδοσης φωτισμού. LV Apgaismojuma efektivitātes klase. LT Apšvietimo našumo klasė. NL Verlichtingsefficiëntieklasse. PL Klasa sprawności oświetlenia. PT Classe de eficiência de iluminação. RO Clasa de eficiență a iluminării. SK Trieda účinnosti osvetlenia. SL Razred učinkovitosti osvetljevanja. ES Clase de eficiencia de iluminación. SV Belysningseffektivitetsklass. HU Megvilágítási hatékonysági osztály. RU Класс эффективности освещения bbox=[35, 235, 975, 267]
footnote-paragraph: PT - O rendimento cumpre com as normas: EN 61591; EN 60704-1; EN 60704-2-13; EN 50564. Conselhos úteis acerca das regras que permitem reduzir o impacto negativo sobre o meio ambiente. Tome o diâmetro máximo do sistema de esgoto que é especificado na instrução e evite a mudança da secção transversal e da união dos cotovelos. Defina a velocidade óptima de aspiração e ligue o reforçador, se necessário. O sistema de iluminação do produto deve ser ativado somente quando seja necessário. bbox=[38, 1484, 1100, 1497]
symbol-subscript: hood bbox=[936, 860, 955, 870]
fiche-row-unit bbox=[1079, 181, 1125, 213]
fiche-row-unit: W bbox=[1079, 667, 1125, 703]
additional-row-symbol bbox=[907, 990, 965, 1038]
